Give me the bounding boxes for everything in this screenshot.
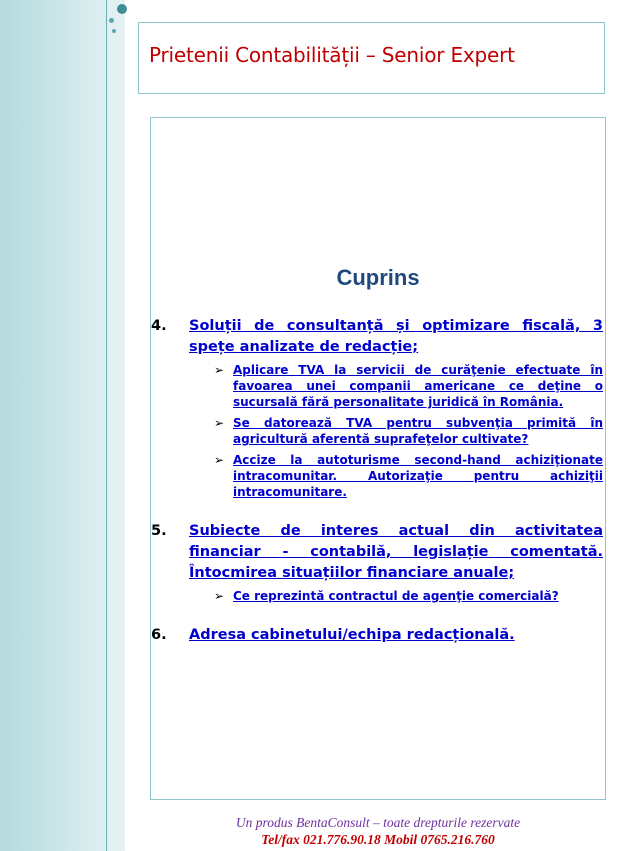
toc-subitem	[151, 452, 603, 500]
toc-subitem-link[interactable]: Se datorează TVA pentru subvenţia primită în agricultură aferentă suprafeţelor cultivate?	[233, 416, 603, 446]
toc-item-number: 6.	[151, 627, 167, 643]
toc-item-6	[151, 625, 603, 646]
toc-item-link[interactable]: Soluții de consultanță și optimizare fiscală, 3 spețe analizate de redacție;	[189, 318, 603, 355]
toc-subitem-link[interactable]: Accize la autoturisme second-hand achiziţionate intracomunitar. Autorizaţie pentru achiziţii intracomunitare.	[233, 453, 603, 499]
arrow-bullet-icon: ➢	[214, 453, 225, 467]
toc-subitem	[151, 362, 603, 410]
decorative-vertical-line	[106, 0, 107, 851]
header-box	[138, 22, 605, 94]
toc-subitem-link[interactable]: Ce reprezintă contractul de agenţie comercială?	[233, 589, 559, 603]
toc-item-number: 4.	[151, 318, 167, 334]
decorative-dot	[109, 18, 114, 23]
toc-item-5	[151, 521, 603, 584]
arrow-bullet-icon: ➢	[214, 589, 225, 603]
page-title: Prietenii Contabilității – Senior Expert	[149, 43, 515, 67]
decorative-dot	[117, 4, 127, 14]
toc-item-link[interactable]: Subiecte de interes actual din activitatea financiar - contabilă, legislație comentată. Întocmirea situațiilor financiare anuale;	[189, 523, 603, 581]
decorative-dot	[112, 29, 116, 33]
footer-contact: Tel/fax 021.776.90.18 Mobil 0765.216.760	[261, 832, 495, 847]
toc-item-number: 5.	[151, 523, 167, 539]
arrow-bullet-icon: ➢	[214, 416, 225, 430]
toc-item-4	[151, 316, 603, 358]
toc-subitem	[151, 415, 603, 447]
toc-subitem	[151, 588, 603, 604]
toc-item-link[interactable]: Adresa cabinetului/echipa redacțională.	[189, 627, 515, 643]
toc-subitem-link[interactable]: Aplicare TVA la servicii de curăţenie efectuate în favoarea unei companii americane ce deţine o sucursală fără personalitate juridică în România.	[233, 363, 603, 409]
footer-copyright: Un produs BentaConsult – toate drepturile rezervate	[235, 815, 521, 830]
arrow-bullet-icon: ➢	[214, 363, 225, 377]
toc-list	[151, 316, 603, 650]
toc-heading: Cuprins	[336, 265, 420, 290]
